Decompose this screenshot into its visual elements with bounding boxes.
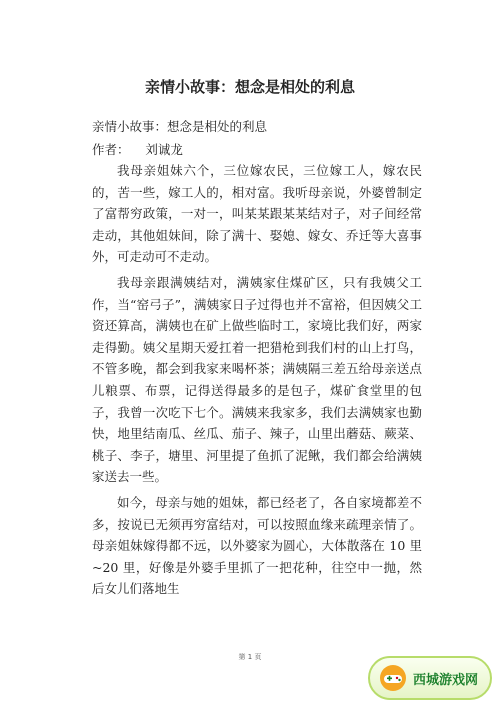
paragraph: 我母亲姐妹六个，三位嫁农民，三位嫁工人，嫁农民的，苦一些，嫁工人的，相对富。我听母亲说，外婆曾制定了富帮穷政策，一对一，叫某某跟某某结对子，对子间经常走动，其他姐妹间，除了满十、娶媳、嫁女、乔迁等大喜事外，可走动可不走动。	[92, 163, 422, 265]
article-body	[92, 160, 422, 604]
author-line	[92, 140, 183, 158]
author-label: 作者：	[92, 142, 130, 157]
paragraph: 我母亲跟满姨结对，满姨家住煤矿区，只有我姨父工作，当“窑弓子”，满姨家日子过得也并不富裕，但因姨父工资还算高，满姨也在矿上做些临时工，家境比我们好，两家走得勤。姨父星期天爱扛着一把猎枪到我们村的山上打鸟，不管多晚，都会到我家来喝杯茶；满姨隔三差五给母亲送点儿粮票、布票，记得送得最多的是包子，煤矿食堂里的包子，我曾一次吃下七个。满姨来我家多，我们去满姨家也勤快，地里结南瓜、丝瓜、茄子、辣子，山里出蘑菇、蕨菜、桃子、李子，塘里、河里提了鱼抓了泥鳅，我们都会给满姨家送去一些。	[92, 274, 422, 485]
page-number: 第 1 页	[238, 653, 262, 661]
watermark-text: 西城游戏网	[412, 672, 478, 688]
author-name: 刘诚龙	[145, 142, 183, 157]
site-watermark[interactable]	[368, 656, 492, 700]
paragraph: 如今，母亲与她的姐妹，都已经老了，各自家境都差不多，按说已无须再穷富结对，可以按照血缘来疏理亲情了。母亲姐妹嫁得都不远，以外婆家为圆心，大体散落在 10 里~20 里，好像是外婆手里抓了一把花种，往空中一抛，然后女儿们落地生	[92, 494, 422, 597]
gamepad-logo-icon	[378, 664, 408, 692]
document-title: 亲情小故事：想念是相处的利息	[144, 78, 355, 96]
subtitle-line: 亲情小故事：想念是相处的利息	[92, 119, 268, 134]
